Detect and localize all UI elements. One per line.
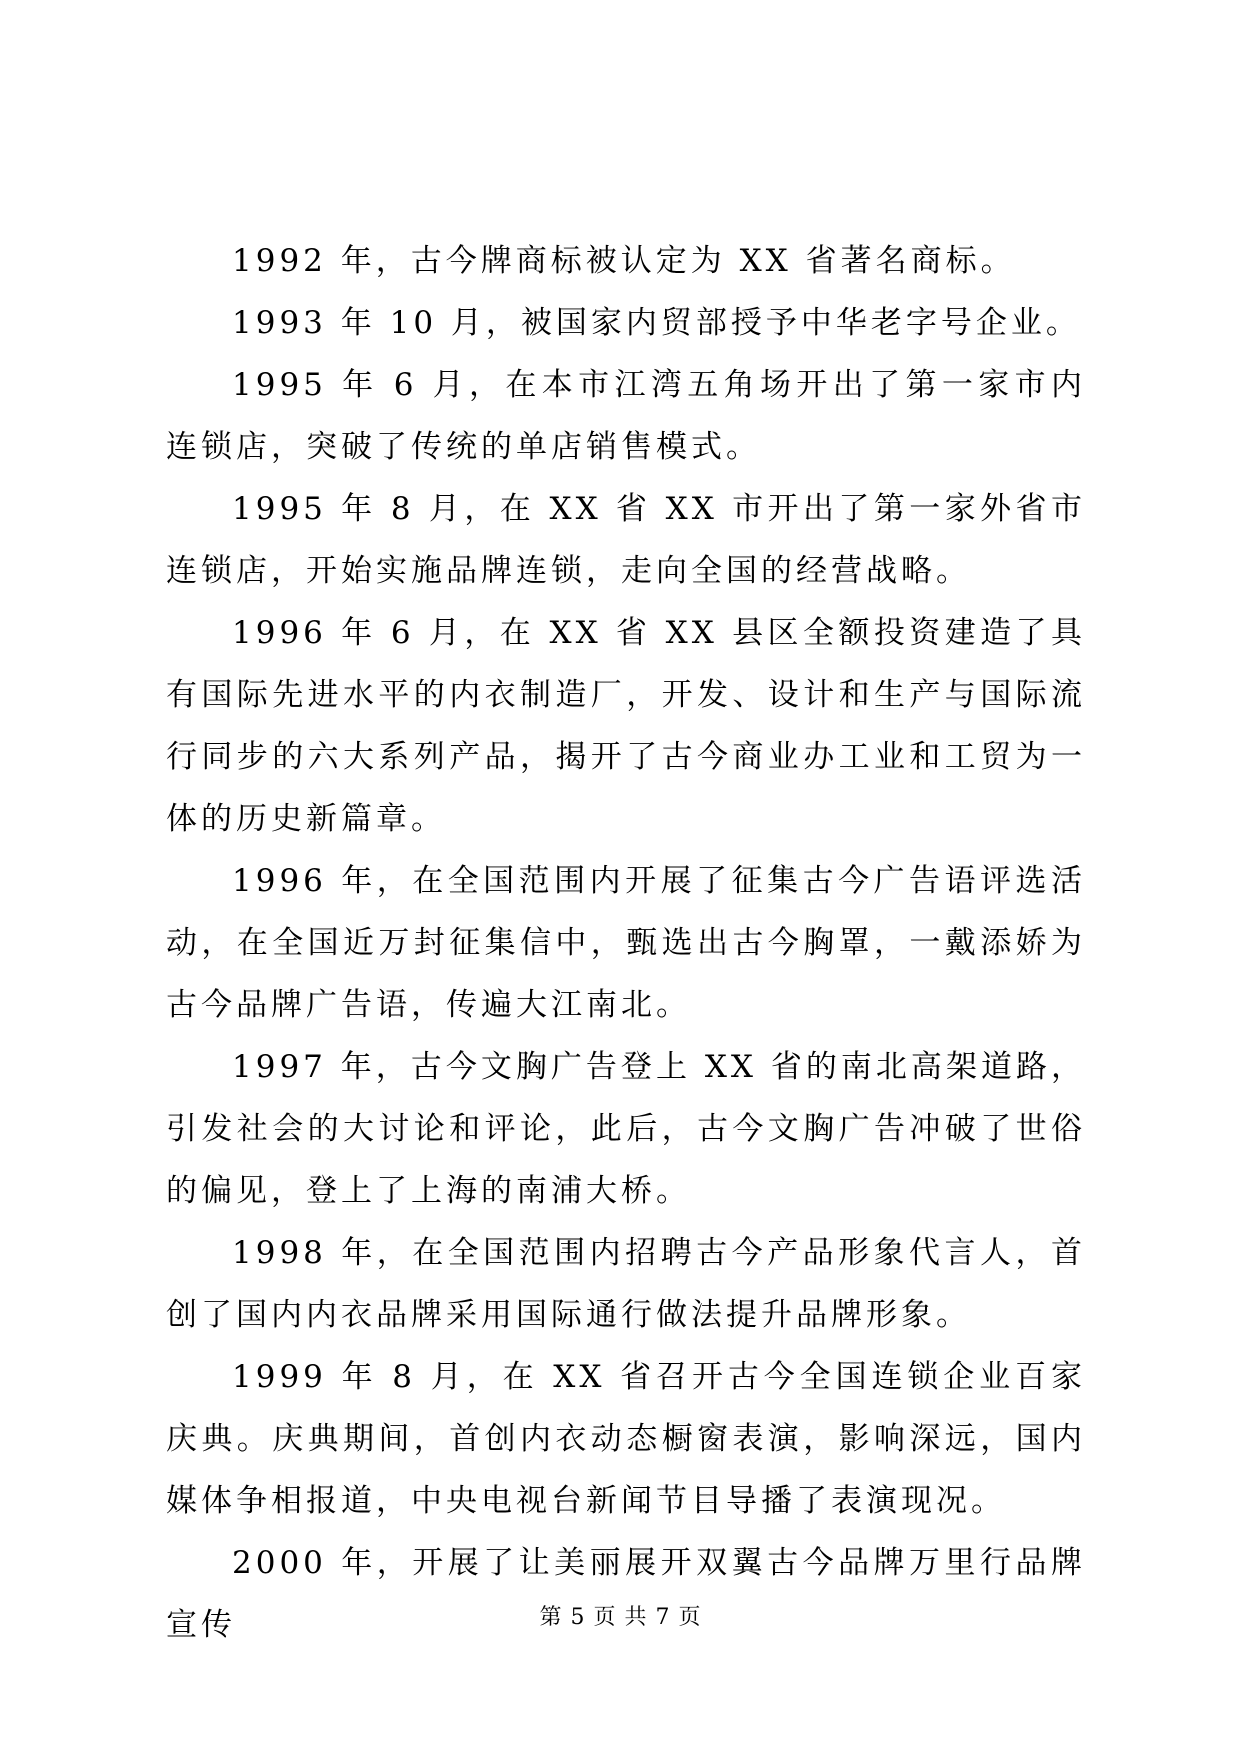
- page-footer: 第 5 页 共 7 页: [539, 1605, 702, 1630]
- paragraph-1999: 1999 年 8 月，在 XX 省召开古今全国连锁企业百家庆典。庆典期间，首创内衣动态橱窗表演，影响深远，国内媒体争相报道，中央电视台新闻节目导播了表演现况。: [166, 1359, 1086, 1519]
- paragraph-1993: 1993 年 10 月，被国家内贸部授予中华老字号企业。: [232, 305, 1081, 341]
- paragraph-1996-june: 1996 年 6 月，在 XX 省 XX 县区全额投资建造了具有国际先进水平的内衣制造厂，开发、设计和生产与国际流行同步的六大系列产品，揭开了古今商业办工业和工贸为一体的历史新篇章。: [166, 615, 1086, 837]
- paragraph-2000: 2000 年，开展了让美丽展开双翼古今品牌万里行品牌宣传: [166, 1545, 1086, 1643]
- document-body: [166, 230, 1086, 1656]
- paragraph-1995-august: 1995 年 8 月，在 XX 省 XX 市开出了第一家外省市连锁店，开始实施品牌连锁，走向全国的经营战略。: [166, 491, 1086, 589]
- paragraph-1992: 1992 年，古今牌商标被认定为 XX 省著名商标。: [232, 243, 1016, 279]
- paragraph-1995-june: 1995 年 6 月，在本市江湾五角场开出了第一家市内连锁店，突破了传统的单店销售模式。: [166, 367, 1086, 465]
- paragraph-1997: 1997 年，古今文胸广告登上 XX 省的南北高架道路，引发社会的大讨论和评论，此后，古今文胸广告冲破了世俗的偏见，登上了上海的南浦大桥。: [166, 1049, 1086, 1209]
- paragraph-1998: 1998 年，在全国范围内招聘古今产品形象代言人，首创了国内内衣品牌采用国际通行做法提升品牌形象。: [166, 1235, 1086, 1333]
- paragraph-1996: 1996 年，在全国范围内开展了征集古今广告语评选活动，在全国近万封征集信中，甄选出古今胸罩，一戴添娇为古今品牌广告语，传遍大江南北。: [166, 863, 1086, 1023]
